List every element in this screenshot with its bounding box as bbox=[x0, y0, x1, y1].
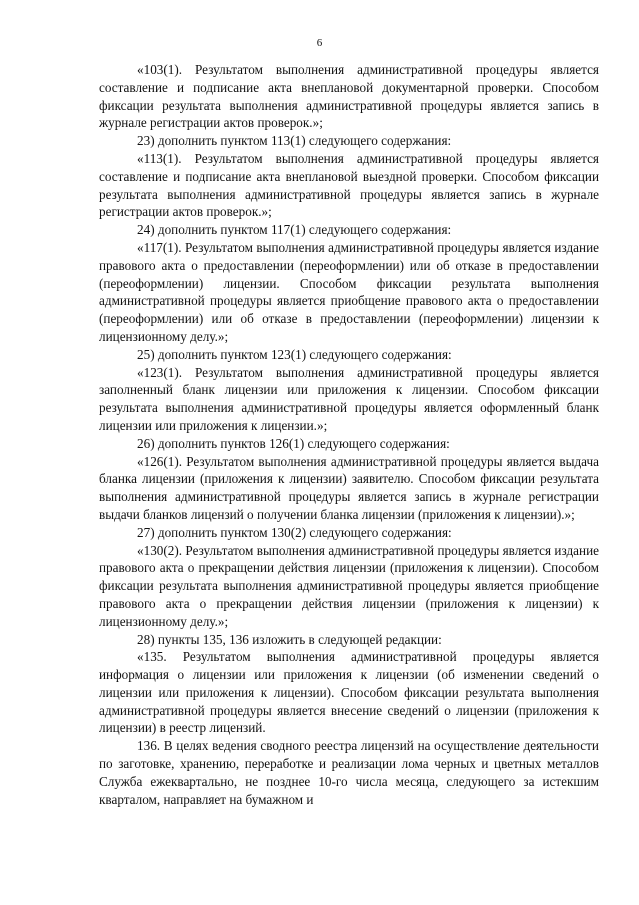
paragraph: 24) дополнить пунктом 117(1) следующего содержания: bbox=[137, 222, 452, 238]
paragraph: 28) пункты 135, 136 изложить в следующей редакции: bbox=[137, 631, 442, 647]
paragraph: «135. Результатом выполнения административной процедуры является информация о лицензии или приложения к лицензии (об изменении сведений о лицензии или приложения к лицензии). Способом фиксации результата выполнения административной процедуры является внесение сведений о лицензии (приложения к лицензии) в реестр лицензий. bbox=[99, 649, 599, 736]
document-body bbox=[99, 61, 599, 808]
paragraph: 27) дополнить пунктом 130(2) следующего содержания: bbox=[137, 524, 452, 540]
paragraph: «103(1). Результатом выполнения административной процедуры является составление и подписание акта внеплановой документарной проверки. Способом фиксации результата выполнения административной процедуры является запись в журнале регистрации актов проверок.»; bbox=[99, 62, 599, 131]
paragraph: 136. В целях ведения сводного реестра лицензий на осуществление деятельности по заготовке, хранению, переработке и реализации лома черных и цветных металлов Служба ежеквартально, не позднее 10-го числа месяца, следующего за истекшим кварталом, направляет на бумажном и bbox=[99, 738, 599, 807]
paragraph: 23) дополнить пунктом 113(1) следующего содержания: bbox=[137, 133, 452, 149]
paragraph: «123(1). Результатом выполнения административной процедуры является заполненный бланк лицензии или приложения к лицензии. Способом фиксации результата выполнения административной процедуры является оформленный бланк лицензии или приложения к лицензии.»; bbox=[99, 364, 599, 433]
paragraph: «117(1). Результатом выполнения административной процедуры является издание правового акта о предоставлении (переоформлении) или об отказе в предоставлении (переоформлении) лицензии. Способом фиксации результата выполнения административной процедуры является приобщение правового акта о предоставлении (переоформлении) или об отказе в предоставлении (переоформлении) лицензии к лицензионному делу.»; bbox=[99, 239, 599, 344]
paragraph: «130(2). Результатом выполнения административной процедуры является издание правового акта о прекращении действия лицензии (приложения к лицензии). Способом фиксации результата выполнения административной процедуры является приобщение правового акта о прекращении действия лицензии (приложения к лицензии) к лицензионному делу.»; bbox=[99, 542, 599, 629]
paragraph: «126(1). Результатом выполнения административной процедуры является выдача бланка лицензии (приложения к лицензии) заявителю. Способом фиксации результата выполнения административной процедуры является запись в журнале регистрации выдачи бланков лицензий о получении бланка лицензии (приложения к лицензии).»; bbox=[99, 453, 599, 522]
paragraph: «113(1). Результатом выполнения административной процедуры является составление и подписание акта внеплановой выездной проверки. Способом фиксации результата выполнения административной процедуры является запись в журнале регистрации актов проверок.»; bbox=[99, 150, 599, 220]
paragraph: 25) дополнить пунктом 123(1) следующего содержания: bbox=[137, 346, 452, 362]
paragraph: 26) дополнить пунктов 126(1) следующего содержания: bbox=[137, 435, 450, 451]
page-number: 6 bbox=[316, 37, 323, 49]
